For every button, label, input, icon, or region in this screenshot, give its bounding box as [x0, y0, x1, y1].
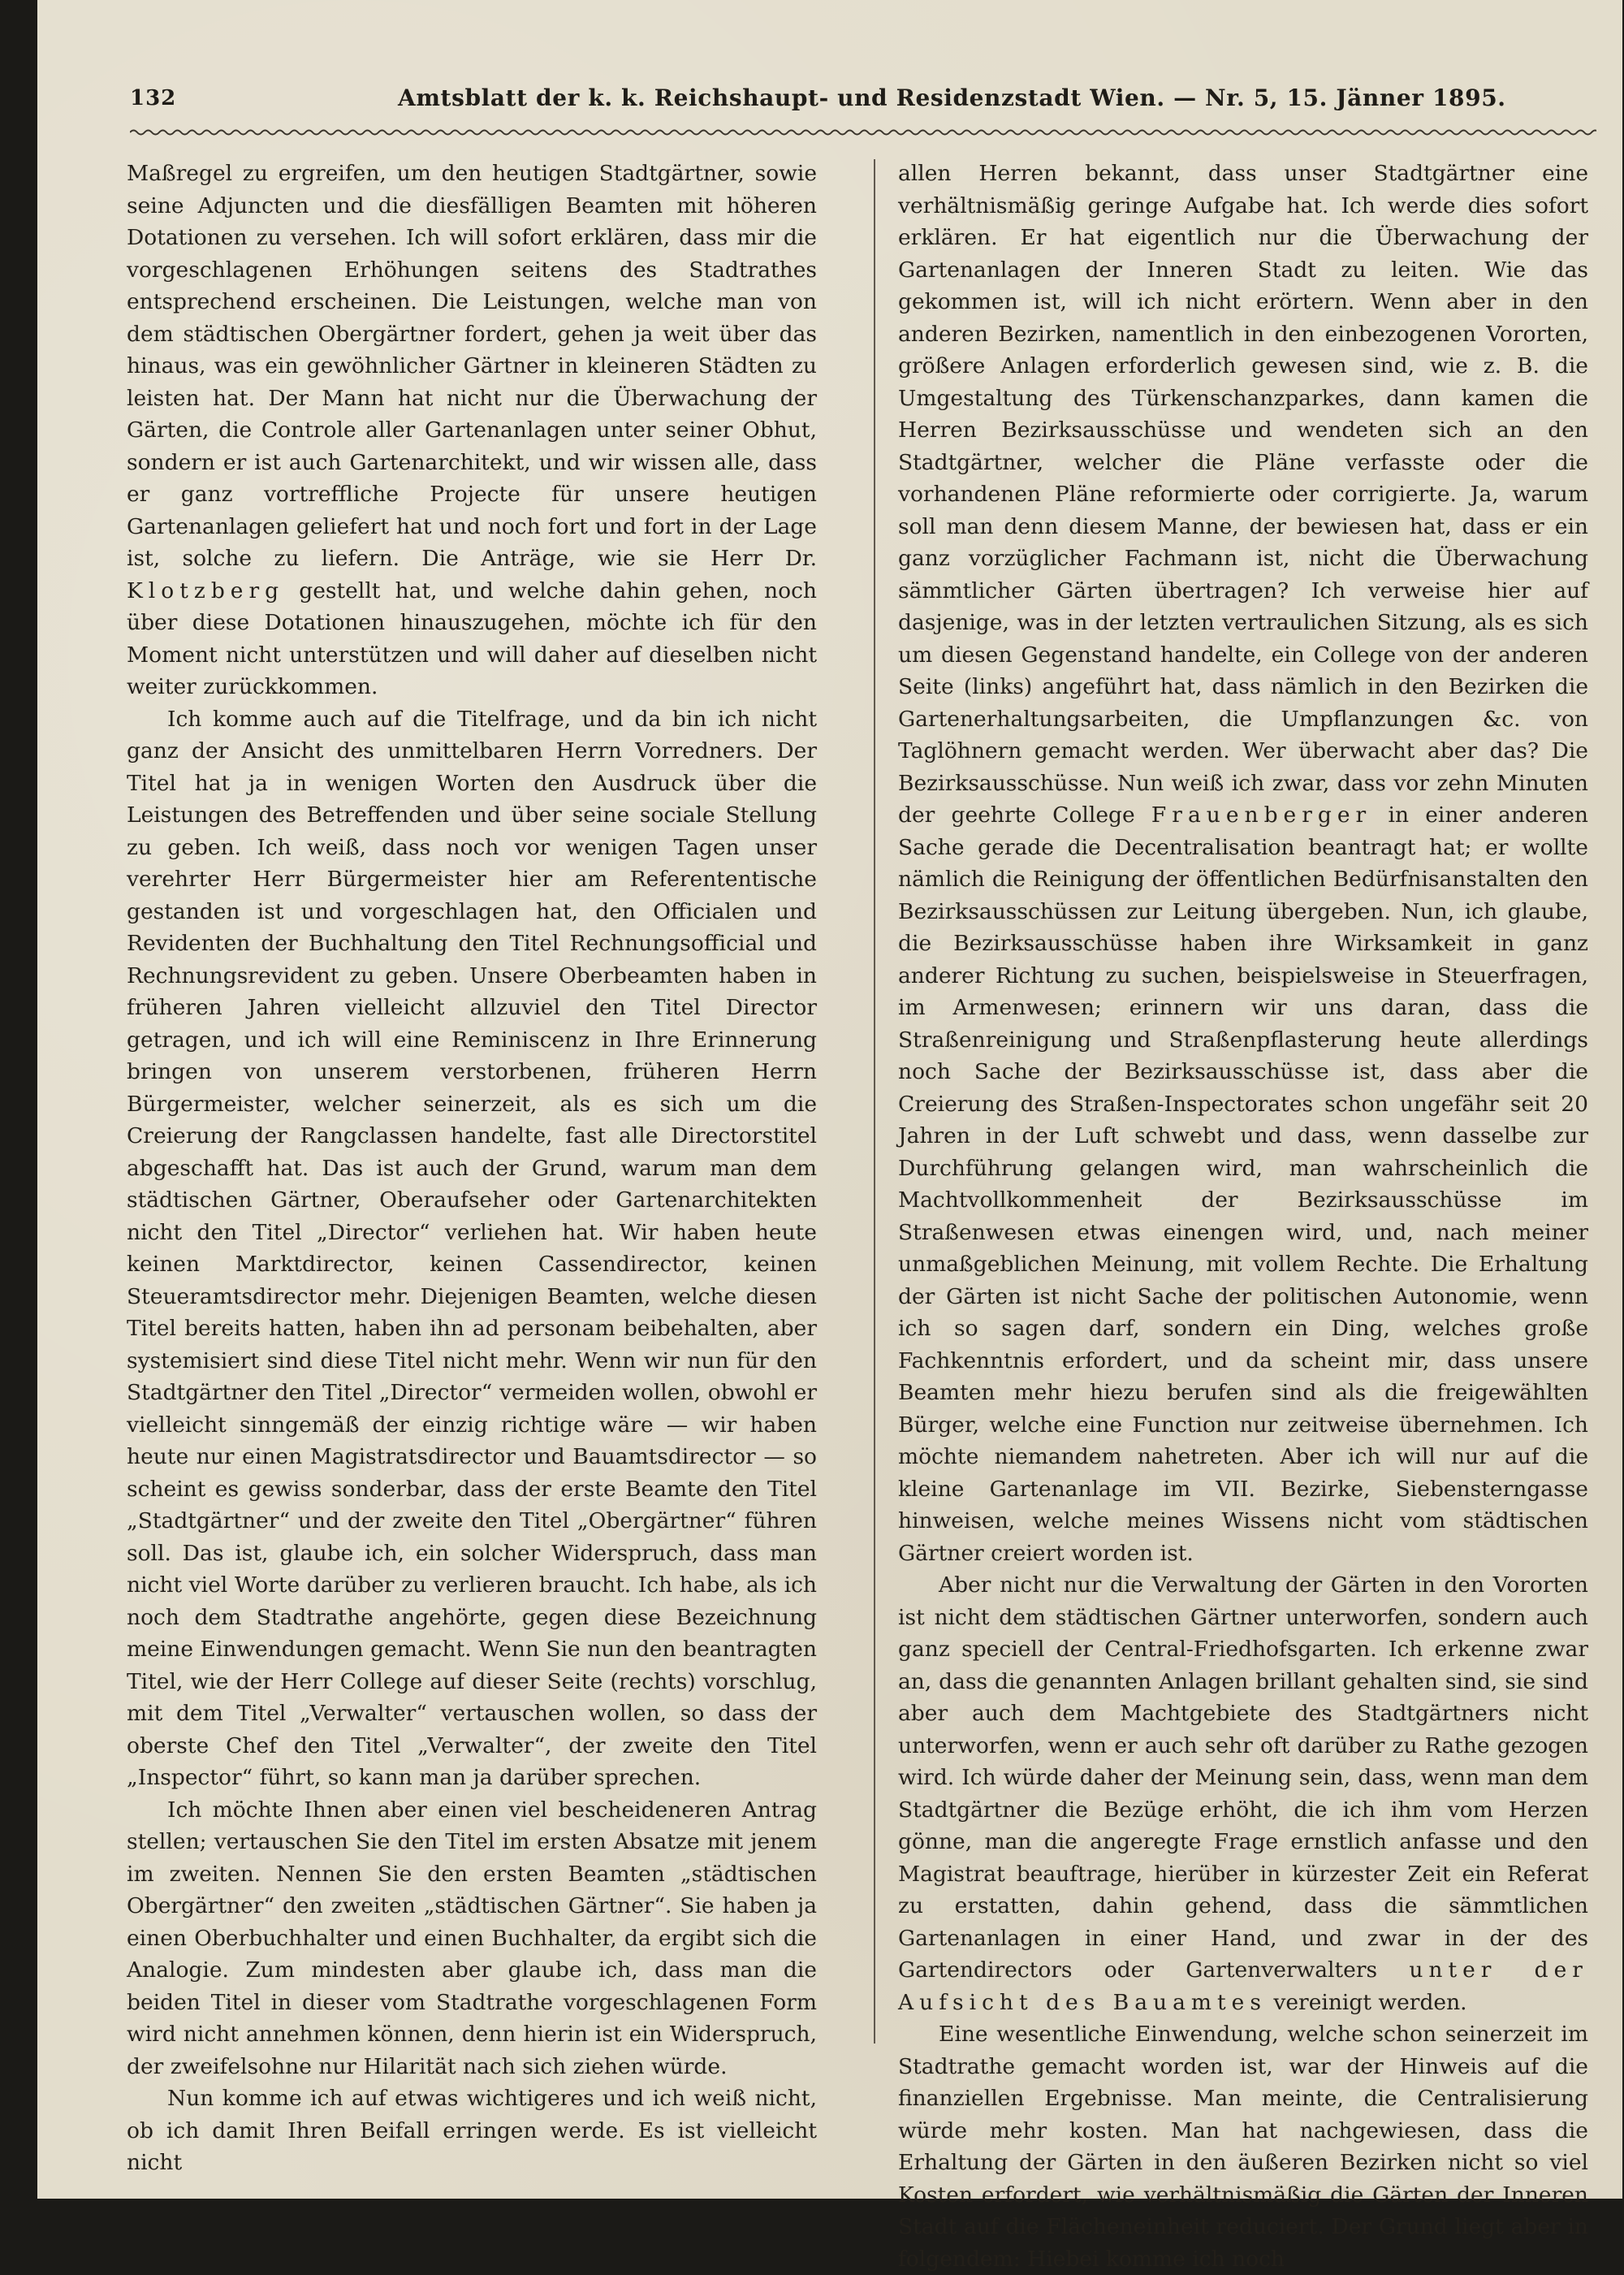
paragraph: Aber nicht nur die Verwaltung der Gärten in den Vororten ist nicht dem städtischen Gärtner unterworfen, sondern auch ganz speciell der Central-Friedhofsgarten. Ich erkenne zwar an, dass die genannten Anlagen brillant gehalten sind, sie sind aber auch dem Machtgebiete des Stadtgärtners nicht unterworfen, wenn er auch sehr oft darüber zu Rathe gezogen wird. Ich würde daher der Meinung sein, dass, wenn man dem Stadtgärtner die Bezüge erhöht, die ich ihm vom Herzen gönne, man die angeregte Frage ernstlich anfasse und den Magistrat beauftrage, hierüber in kürzester Zeit ein Referat zu erstatten, dahin gehend, dass die sämmtlichen Gartenanlagen in einer Hand, und zwar in der des Gartendirectors oder Gartenverwalters unter der Aufsicht des Bauamtes vereinigt werden. — [898, 1572, 1588, 2015]
paragraph: Ich möchte Ihnen aber einen viel bescheideneren Antrag stellen; vertauschen Sie den Titel im ersten Absatze mit jenem im zweiten. Nennen Sie den ersten Beamten „städtischen Obergärtner“ den zweiten „städtischen Gärtner“. Sie haben ja einen Oberbuchhalter und einen Buchhalter, da ergibt sich die Analogie. Zum mindesten aber glaube ich, dass man die beiden Titel in dieser vom Stadtrathe vorgeschlagenen Form wird nicht annehmen können, denn hierin ist ein Widerspruch, der zweifelsohne nur Hilarität nach sich ziehen würde. — [127, 1797, 817, 2079]
paragraph: Ich komme auch auf die Titelfrage, und da bin ich nicht ganz der Ansicht des unmittelbaren Herrn Vorredners. Der Titel hat ja in wenigen Worten den Ausdruck über die Leistungen des Betreffenden und über seine sociale Stellung zu geben. Ich weiß, dass noch vor wenigen Tagen unser verehrter Herr Bürgermeister hier am Referententische gestanden ist und vorgeschlagen hat, den Officialen und Revidenten der Buchhaltung den Titel Rechnungsofficial und Rechnungsrevident zu geben. Unsere Oberbeamten haben in früheren Jahren vielleicht allzuviel den Titel Director getragen, und ich will eine Reminiscenz in Ihre Erinnerung bringen von unserem verstorbenen, früheren Herrn Bürgermeister, welcher seinerzeit, als es sich um die Creierung der Rangclassen handelte, fast alle Directorstitel abgeschafft hat. Das ist auch der Grund, warum man dem städtischen Gärtner, Oberaufseher oder Gartenarchitekten nicht den Titel „Director“ verliehen hat. Wir haben heute keinen Marktdirector, keinen Cassendirector, keinen Steueramtsdirector mehr. Diejenigen Beamten, welche diesen Titel bereits hatten, haben ihn ad personam beibehalten, aber systemisiert sind diese Titel nicht mehr. Wenn wir nun für den Stadtgärtner den Titel „Director“ vermeiden wollen, obwohl er vielleicht sinngemäß der einzig richtige wäre — wir haben heute nur einen Magistratsdirector und Bauamtsdirector — so scheint es gewiss sonderbar, dass der erste Beamte den Titel „Stadtgärtner“ und der zweite den Titel „Obergärtner“ führen soll. Das ist, glaube ich, ein solcher Widerspruch, dass man nicht viel Worte darüber zu verlieren braucht. Ich habe, als ich noch dem Stadtrathe angehörte, gegen diese Bezeichnung meine Einwendungen gemacht. Wenn Sie nun den beantragten Titel, wie der Herr College auf dieser Seite (rechts) vorschlug, mit dem Titel „Verwalter“ vertauschen wollen, so dass der oberste Chef den Titel „Verwalter“, der zweite den Titel „Inspector“ führt, so kann man ja darüber sprechen. — [127, 706, 817, 1790]
right-text-column — [898, 158, 1588, 2275]
page-header — [130, 83, 1506, 122]
column-divider — [874, 159, 875, 2044]
wavy-header-rule — [130, 127, 1596, 138]
page-number: 132 — [130, 86, 177, 110]
paragraph: Maßregel zu ergreifen, um den heutigen Stadtgärtner, sowie seine Adjuncten und die diesfälligen Beamten mit höheren Dotationen zu versehen. Ich will sofort erklären, dass mir die vorgeschlagenen Erhöhungen seitens des Stadtrathes entsprechend erscheinen. Die Leistungen, welche man von dem städtischen Obergärtner fordert, gehen ja weit über das hinaus, was ein gewöhnlicher Gärtner in kleineren Städten zu leisten hat. Der Mann hat nicht nur die Überwachung der Gärten, die Controle aller Gartenanlagen unter seiner Obhut, sondern er ist auch Gartenarchitekt, und wir wissen alle, dass er ganz vortreffliche Projecte für unsere heutigen Gartenanlagen geliefert hat und noch fort und fort in der Lage ist, solche zu liefern. Die Anträge, wie sie Herr Dr. Klotzberg gestellt hat, und welche dahin gehen, noch über diese Dotationen hinauszugehen, möchte ich für den Moment nicht unterstützen und will daher auf dieselben nicht weiter zurückkommen. — [127, 161, 817, 699]
left-text-column — [127, 158, 817, 2179]
speaker-name: Frauenberger — [1151, 802, 1372, 828]
speaker-name: Klotzberg — [127, 577, 285, 603]
paragraph: Eine wesentliche Einwendung, welche schon seinerzeit im Stadtrathe gemacht worden ist, war der Hinweis auf die finanziellen Ergebnisse. Man meinte, die Centralisierung würde mehr kosten. Man hat nachgewiesen, dass die Erhaltung der Gärten in den äußeren Bezirken nicht so viel Kosten erfordert, wie verhältnismäßig die Gärten der Inneren Stadt auf die Flächeneinheit reduciert. Der Grund liegt aber in folgendem: Hiebei komme ich noch — [898, 2022, 1588, 2272]
newspaper-page — [37, 0, 1622, 2272]
paragraph: allen Herren bekannt, dass unser Stadtgärtner eine verhältnismäßig geringe Aufgabe hat. Ich werde dies sofort erklären. Er hat eigentlich nur die Überwachung der Gartenanlagen der Inneren Stadt zu leiten. Wie das gekommen ist, will ich nicht erörtern. Wenn aber in den anderen Bezirken, namentlich in den einbezogenen Vororten, größere Anlagen erforderlich gewesen sind, wie z. B. die Umgestaltung des Türkenschanzparkes, dann kamen die Herren Bezirksausschüsse und wendeten sich an den Stadtgärtner, welcher die Pläne verfasste oder die vorhandenen Pläne reformierte oder corrigierte. Ja, warum soll man denn diesem Manne, der bewiesen hat, dass er ein ganz vorzüglicher Fachmann ist, nicht die Überwachung sämmtlicher Gärten übertragen? Ich verweise hier auf dasjenige, was in der letzten vertraulichen Sitzung, als es sich um diesen Gegenstand handelte, ein College von der anderen Seite (links) angeführt hat, dass nämlich in den Bezirken die Gartenerhaltungsarbeiten, die Umpflanzungen &c. von Taglöhnern gemacht werden. Wer überwacht aber das? Die Bezirksausschüsse. Nun weiß ich zwar, dass vor zehn Minuten der geehrte College Frauenberger in einer anderen Sache gerade die Decentralisation beantragt hat; er wollte nämlich die Reinigung der öffentlichen Bedürfnisanstalten den Bezirksausschüssen zur Leitung übergeben. Nun, ich glaube, die Bezirksausschüsse haben ihre Wirksamkeit in ganz anderer Richtung zu suchen, beispielsweise in Steuerfragen, im Armenwesen; erinnern wir uns daran, dass die Straßenreinigung und Straßenpflasterung heute allerdings noch Sache der Bezirksausschüsse ist, dass aber die Creierung des Straßen-Inspectorates schon ungefähr seit 20 Jahren in der Luft schwebt und dass, wenn dasselbe zur Durchführung gelangen wird, man wahrscheinlich die Machtvollkommenheit der Bezirksausschüsse im Straßenwesen etwas einengen wird, und, nach meiner unmaßgeblichen Meinung, mit vollem Rechte. Die Erhaltung der Gärten ist nicht Sache der politischen Autonomie, wenn ich so sagen darf, sondern ein Ding, welches große Fachkenntnis erfordert, und da scheint mir, dass unsere Beamten mehr hiezu berufen sind als die freigewählten Bürger, welche eine Function nur zeitweise übernehmen. Ich möchte niemandem nahetreten. Aber ich will nur auf die kleine Gartenanlage im VII. Bezirke, Siebensterngasse hinweisen, welche meines Wissens nicht vom städtischen Gärtner creiert worden ist. — [898, 161, 1588, 1566]
emphasis-spaced: unter der Aufsicht des Bauamtes — [898, 1957, 1588, 2015]
paragraph: Nun komme ich auf etwas wichtigeres und ich weiß nicht, ob ich damit Ihren Beifall erringen werde. Es ist vielleicht nicht — [127, 2086, 817, 2175]
running-title: Amtsblatt der k. k. Reichshaupt- und Residenzstadt Wien. — Nr. 5, 15. Jänner 1895. — [398, 84, 1506, 111]
